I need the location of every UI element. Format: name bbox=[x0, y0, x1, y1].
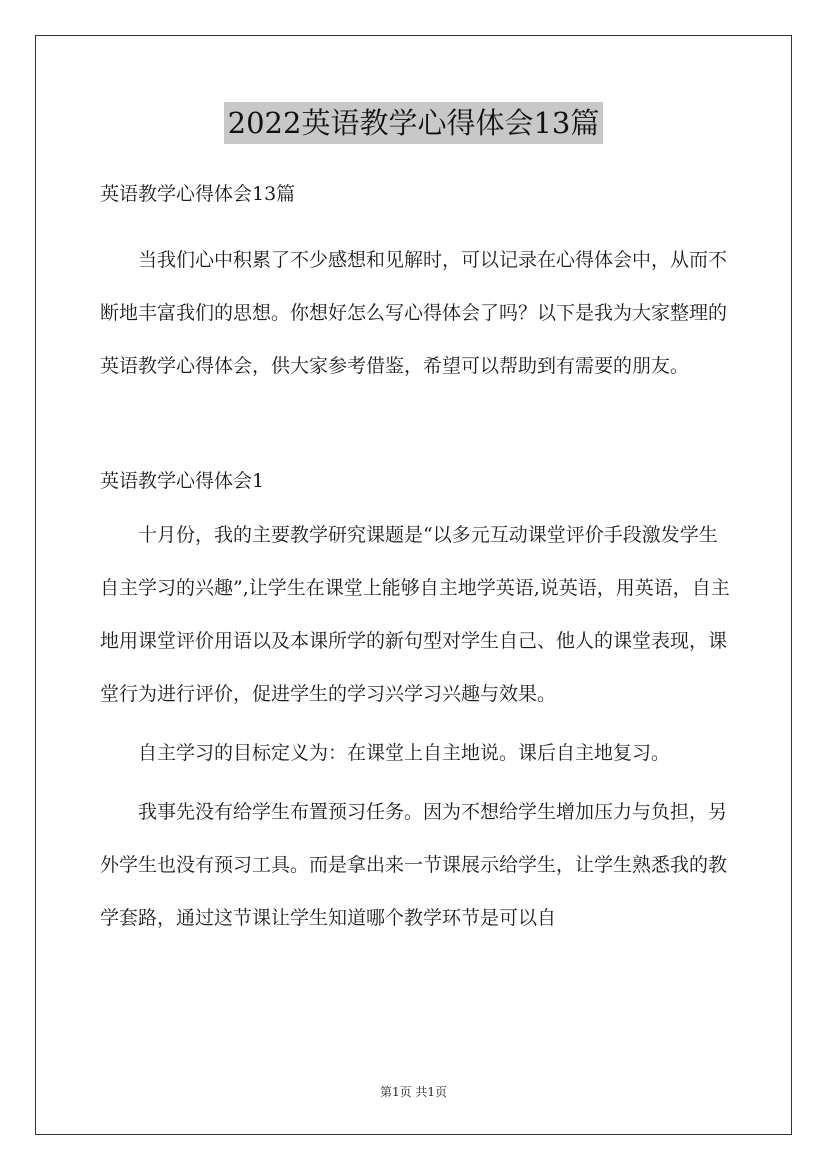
page-footer: 第1页 共1页 bbox=[379, 1085, 448, 1099]
body-paragraph: 自主学习的目标定义为：在课堂上自主地说。课后自主地复习。 bbox=[138, 742, 671, 764]
body-paragraph: 我事先没有给学生布置预习任务。因为不想给学生增加压力与负担，另外学生也没有预习工具。而是拿出来一节课展示给学生，让学生熟悉我的教学套路，通过这节课让学生知道哪个教学环节是可以自 bbox=[100, 801, 728, 929]
body-paragraph: 十月份，我的主要教学研究课题是“以多元互动课堂评价手段激发学生自主学习的兴趣”,让学生在课堂上能够自主地学英语,说英语，用英语，自主地用课堂评价用语以及本课所学的新句型对学生自己、他人的课堂表现，课堂行为进行评价，促进学生的学习兴学习兴趣与效果。 bbox=[100, 524, 730, 705]
section-heading: 英语教学心得体会1 bbox=[100, 470, 265, 492]
title-container bbox=[0, 102, 827, 144]
document-subtitle: 英语教学心得体会13篇 bbox=[100, 183, 296, 205]
intro-paragraph: 当我们心中积累了不少感想和见解时，可以记录在心得体会中，从而不断地丰富我们的思想。你想好怎么写心得体会了吗？以下是我为大家整理的英语教学心得体会，供大家参考借鉴，希望可以帮助到有需要的朋友。 bbox=[100, 249, 728, 377]
document-body bbox=[100, 176, 730, 945]
document-title: 2022英语教学心得体会13篇 bbox=[224, 102, 604, 144]
